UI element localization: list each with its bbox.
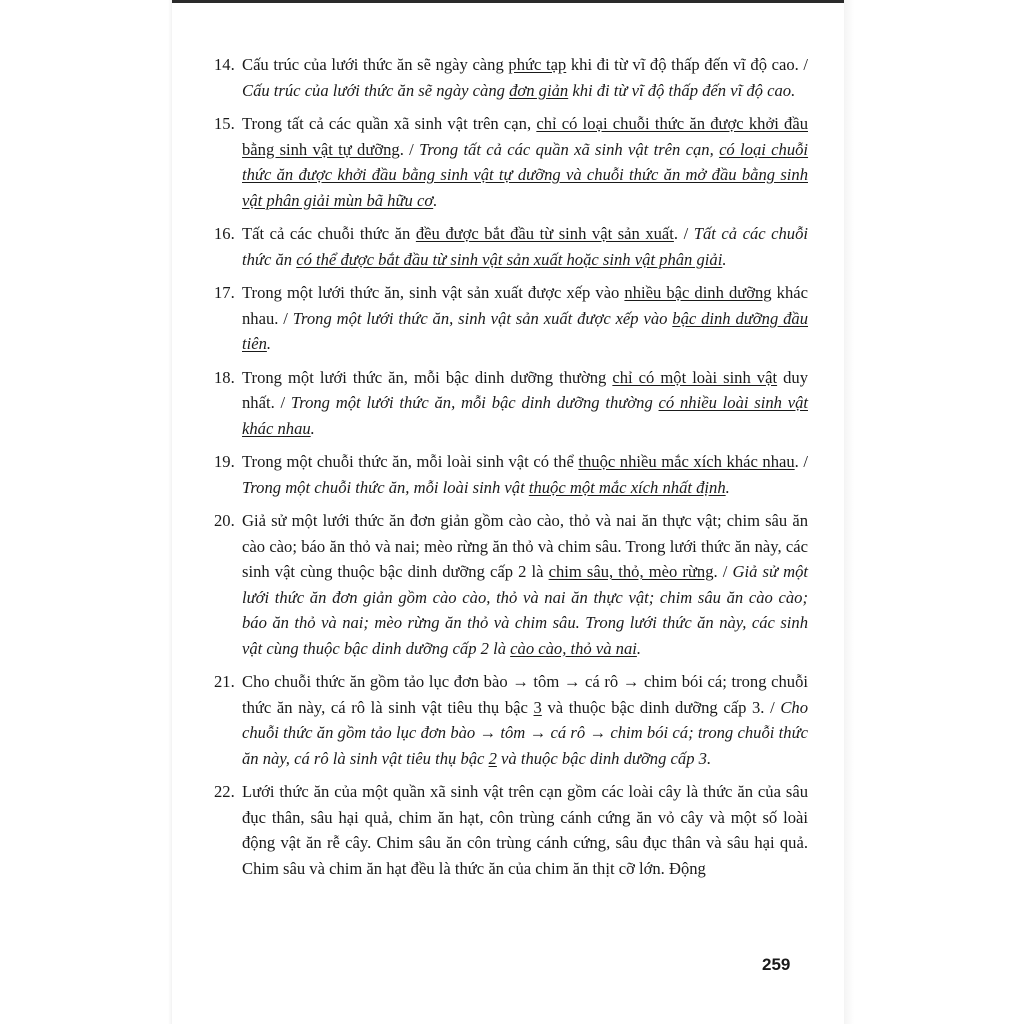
correction-underlined-phrase: 2 [488, 748, 497, 768]
statement-text: Tất cả các chuỗi thức ăn [242, 224, 416, 243]
statement-text: Trong một lưới thức ăn, sinh vật sản xuất được xếp vào [242, 283, 625, 302]
statement-item-17 [200, 280, 808, 357]
underlined-phrase: chỉ có loại chuỗi thức ăn được khởi đầu bằng sinh vật tự dưỡng [242, 114, 808, 159]
correction-text: Tất cả các chuỗi thức ăn [242, 224, 808, 269]
statement-text: . / [399, 139, 420, 159]
item-number: 20. [214, 511, 235, 530]
correction-text: . [722, 249, 727, 269]
underlined-phrase: thuộc nhiều mắc xích khác nhau [578, 452, 795, 471]
item-number: 15. [214, 114, 235, 133]
statement-text: . / [673, 224, 694, 243]
correction-underlined-phrase: bậc dinh dưỡng đầu tiên [242, 308, 809, 353]
underlined-phrase: chỉ có một loài sinh vật [612, 367, 778, 387]
item-number: 21. [214, 672, 235, 691]
item-number: 14. [214, 55, 235, 74]
correction-text: . [725, 477, 730, 497]
item-number: 18. [214, 367, 235, 387]
underlined-phrase: chim sâu, thỏ, mèo rừng [548, 562, 714, 581]
statement-item-20 [200, 508, 808, 661]
correction-text: Trong một lưới thức ăn, sinh vật sản xuất được xếp vào [292, 308, 673, 328]
item-number: 19. [214, 452, 235, 471]
statement-text: Giả sử một lưới thức ăn đơn giản gồm cào cào, thỏ và nai ăn thực vật; chim sâu ăn cào cào; báo ăn thỏ và nai; mèo rừng ăn thỏ và chim sâu. Trong lưới thức ăn này, các sinh vật cùng thuộc bậc dinh dưỡng cấp 2 là [242, 511, 808, 581]
item-number: 17. [214, 283, 235, 302]
page-number: 259 [762, 955, 791, 974]
correction-text: . [266, 334, 272, 353]
statement-text: khi đi từ vĩ độ thấp đến vĩ độ cao. / [566, 55, 808, 74]
correction-underlined-phrase: có nhiều loài sinh vật khác nhau [242, 393, 808, 438]
page-top-edge [172, 0, 852, 3]
correction-underlined-phrase: đơn giản [509, 80, 569, 100]
statement-item-19 [200, 449, 808, 500]
correction-text: Trong tất cả các quần xã sinh vật trên cạn, [419, 139, 720, 159]
correction-text: Trong một lưới thức ăn, mỗi bậc dinh dưỡng thường [290, 393, 659, 412]
statement-text: duy nhất. / [242, 367, 808, 412]
statement-text: Cho chuỗi thức ăn gồm tảo lục đơn bào → tôm → cá rô → chim bói cá; trong chuỗi thức ăn này, cá rô là sinh vật tiêu thụ bậc [242, 672, 808, 717]
correction-text: Trong một chuỗi thức ăn, mỗi loài sinh vật [242, 477, 529, 497]
underlined-phrase: nhiều bậc dinh dưỡng [624, 283, 772, 302]
statement-text: khác nhau. / [242, 283, 808, 328]
page-right-shadow [844, 0, 854, 1024]
correction-text: . [433, 190, 438, 210]
page-left-shadow [168, 0, 172, 1024]
correction-text: . [636, 638, 642, 658]
correction-underlined-phrase: có thể được bắt đầu từ sinh vật sản xuất hoặc sinh vật phân giải [296, 249, 723, 269]
statement-text: Cấu trúc của lưới thức ăn sẽ ngày càng [242, 55, 509, 74]
correction-text: và thuộc bậc dinh dưỡng cấp 3. [496, 748, 712, 768]
statement-text: . / [713, 562, 733, 581]
correction-underlined-phrase: cào cào, thỏ và nai [510, 638, 637, 658]
underlined-phrase: phức tạp [508, 55, 567, 74]
item-number: 22. [214, 782, 235, 801]
statement-text: Lưới thức ăn của một quần xã sinh vật trên cạn gồm các loài cây là thức ăn của sâu đục thân, sâu hại quả, chim ăn hạt, côn trùng cánh cứng ăn vỏ cây và một số loài động vật ăn rễ cây. Chim sâu ăn côn trùng cánh cứng, sâu đục thân và sâu hại quả. Chim sâu và chim ăn hạt đều là thức ăn của chim ăn thịt cỡ lớn. Động [242, 782, 808, 878]
statement-text: Trong tất cả các quần xã sinh vật trên cạn, [242, 114, 537, 133]
correction-text: khi đi từ vĩ độ thấp đến vĩ độ cao. [568, 80, 796, 100]
statement-text: Trong một chuỗi thức ăn, mỗi loài sinh vật có thể [242, 452, 579, 471]
correction-underlined-phrase: thuộc một mắc xích nhất định [528, 477, 726, 497]
item-number: 16. [214, 224, 235, 243]
statement-item-16 [200, 221, 808, 272]
statement-text: và thuộc bậc dinh dưỡng cấp 3. / [541, 697, 781, 717]
underlined-phrase: đều được bắt đầu từ sinh vật sản xuất [415, 224, 674, 243]
correction-text: Cấu trúc của lưới thức ăn sẽ ngày càng [242, 80, 510, 100]
statement-item-14 [200, 52, 808, 103]
statement-item-22 [200, 779, 808, 881]
correction-text: Giả sử một lưới thức ăn đơn giản gồm cào cào, thỏ và nai ăn thực vật; chim sâu ăn cào cào; báo ăn thỏ và nai; mèo rừng ăn thỏ và chim sâu. Trong lưới thức ăn này, các sinh vật cùng thuộc bậc dinh dưỡng cấp 2 là [242, 562, 809, 658]
correction-text: . [310, 418, 315, 438]
statement-text: . / [794, 452, 808, 471]
statement-item-21 [200, 669, 808, 771]
page-content [200, 52, 808, 889]
underlined-phrase: 3 [533, 697, 542, 717]
statement-item-18 [200, 365, 808, 442]
statement-item-15 [200, 111, 808, 213]
correction-text: Cho chuỗi thức ăn gồm tảo lục đơn bào → tôm → cá rô → chim bói cá; trong chuỗi thức ăn này, cá rô là sinh vật tiêu thụ bậc [242, 697, 808, 768]
correction-underlined-phrase: có loại chuỗi thức ăn được khởi đầu bằng sinh vật tự dưỡng và chuỗi thức ăn mở đầu bằng sinh vật phân giải mùn bã hữu cơ [242, 139, 809, 210]
statement-text: Trong một lưới thức ăn, mỗi bậc dinh dưỡng thường [242, 367, 613, 387]
